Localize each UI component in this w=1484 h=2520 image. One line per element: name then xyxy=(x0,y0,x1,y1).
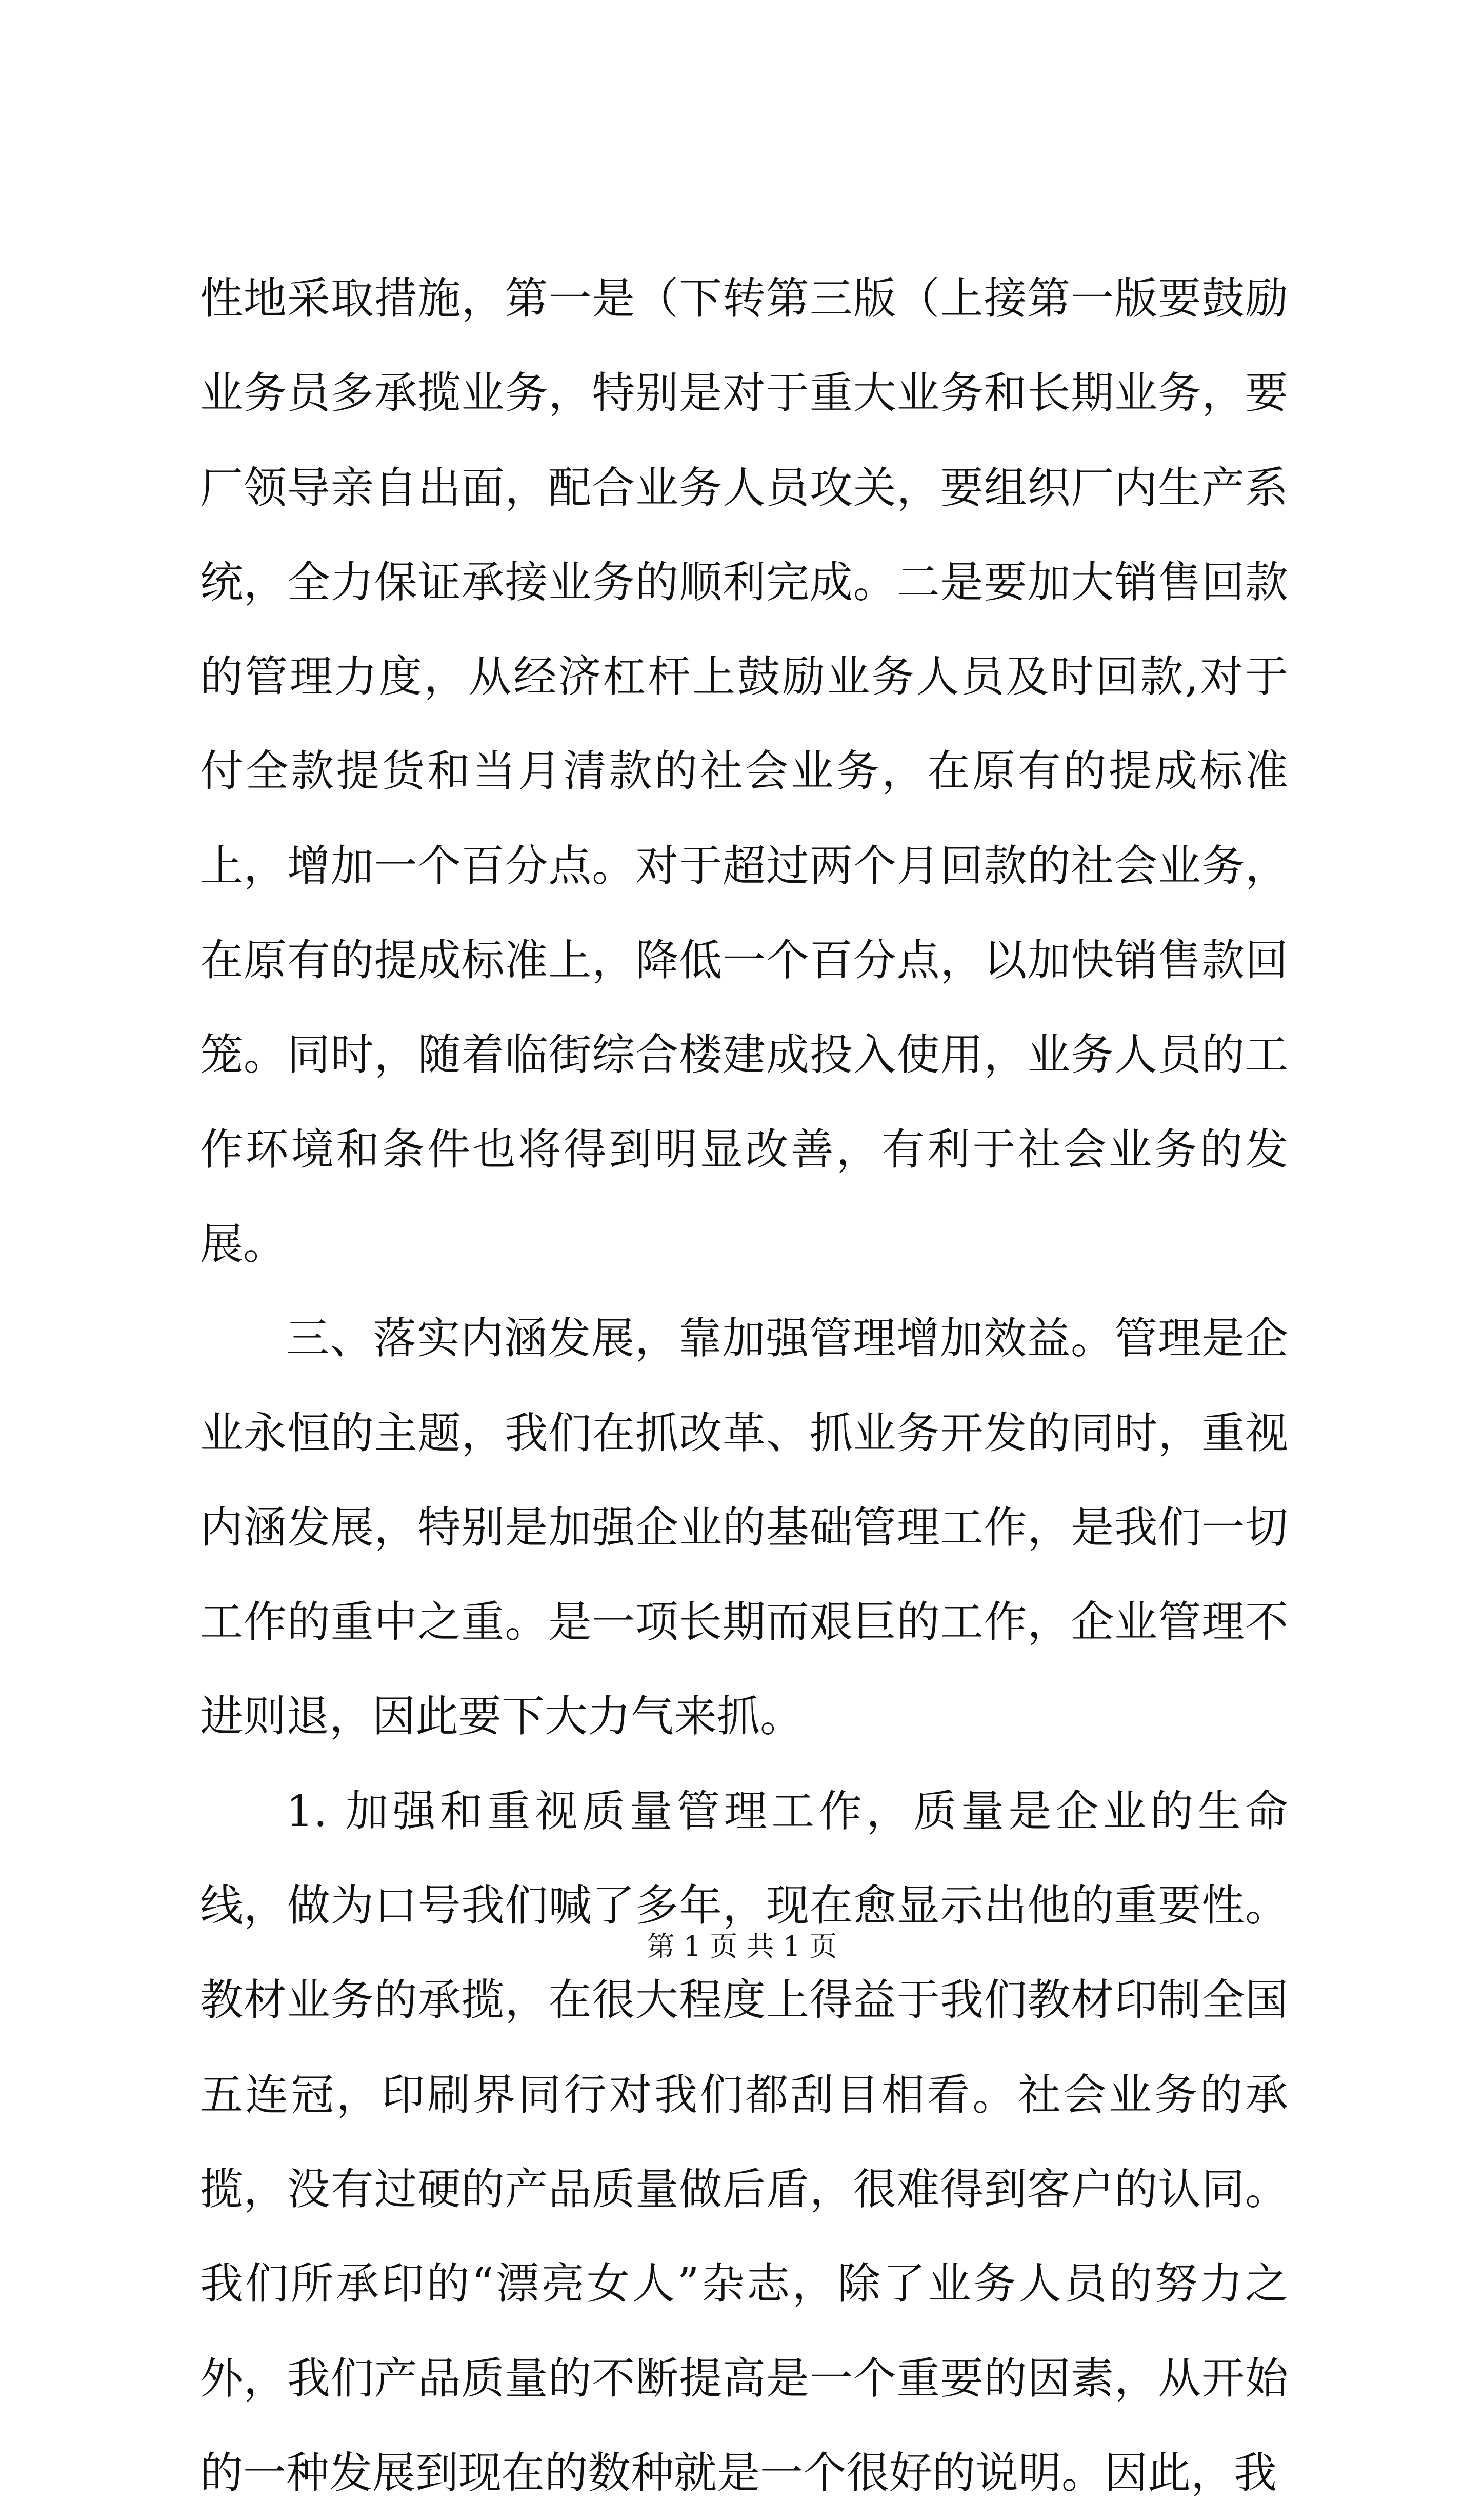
document-body xyxy=(200,251,1288,2520)
paragraph-quality-management: 1. 加强和重视质量管理工作，质量是企业的生命线，做为口号我们喊了多年，现在愈显示出他的重要性。教材业务的承揽，在很大程度上得益于我们教材印制全国五连冠，印刷界同行对我们都刮目相看。社会业务的承揽，没有过硬的产品质量做后盾，很难得到客户的认同。我们所承印的“漂亮女人”杂志，除了业务人员的努力之外，我们产品质量的不断提高是一个重要的因素，从开始的一种发展到现在的数种就是一个很好的说明。因此，我 xyxy=(200,1785,1288,2498)
paragraph-continuation: 性地采取措施，第一是（下转第三版（上接第一版要鼓励业务员多承揽业务，特别是对于重大业务和长期业务，要厂领导亲自出面，配合业务人员攻关，要组织厂内生产系统，全力保证承接业务的顺利完成。二是要加大销售回款的管理力度，从经济杠杆上鼓励业务人员及时回款,对于付全款提货和当月清款的社会业务，在原有的提成标准上，增加一个百分点。对于超过两个月回款的社会业务，在原有的提成标准上，降低一个百分点，以加快销售款回笼。同时，随着临街综合楼建成投入使用，业务人员的工作环境和条件也将得到明显改善，有利于社会业务的发展。 xyxy=(200,273,1288,1269)
paragraph-section-three: 三、落实内涵发展，靠加强管理增加效益。管理是企业永恒的主题，我们在抓改革、抓业务开发的同时，重视内涵发展，特别是加强企业的基础管理工作，是我们一切工作的重中之重。是一项长期而艰巨的工作，企业管理不进则退，因此要下大力气来抓。 xyxy=(200,1313,1288,1742)
page-footer: 第 1 页 共 1 页 xyxy=(647,1930,837,1962)
